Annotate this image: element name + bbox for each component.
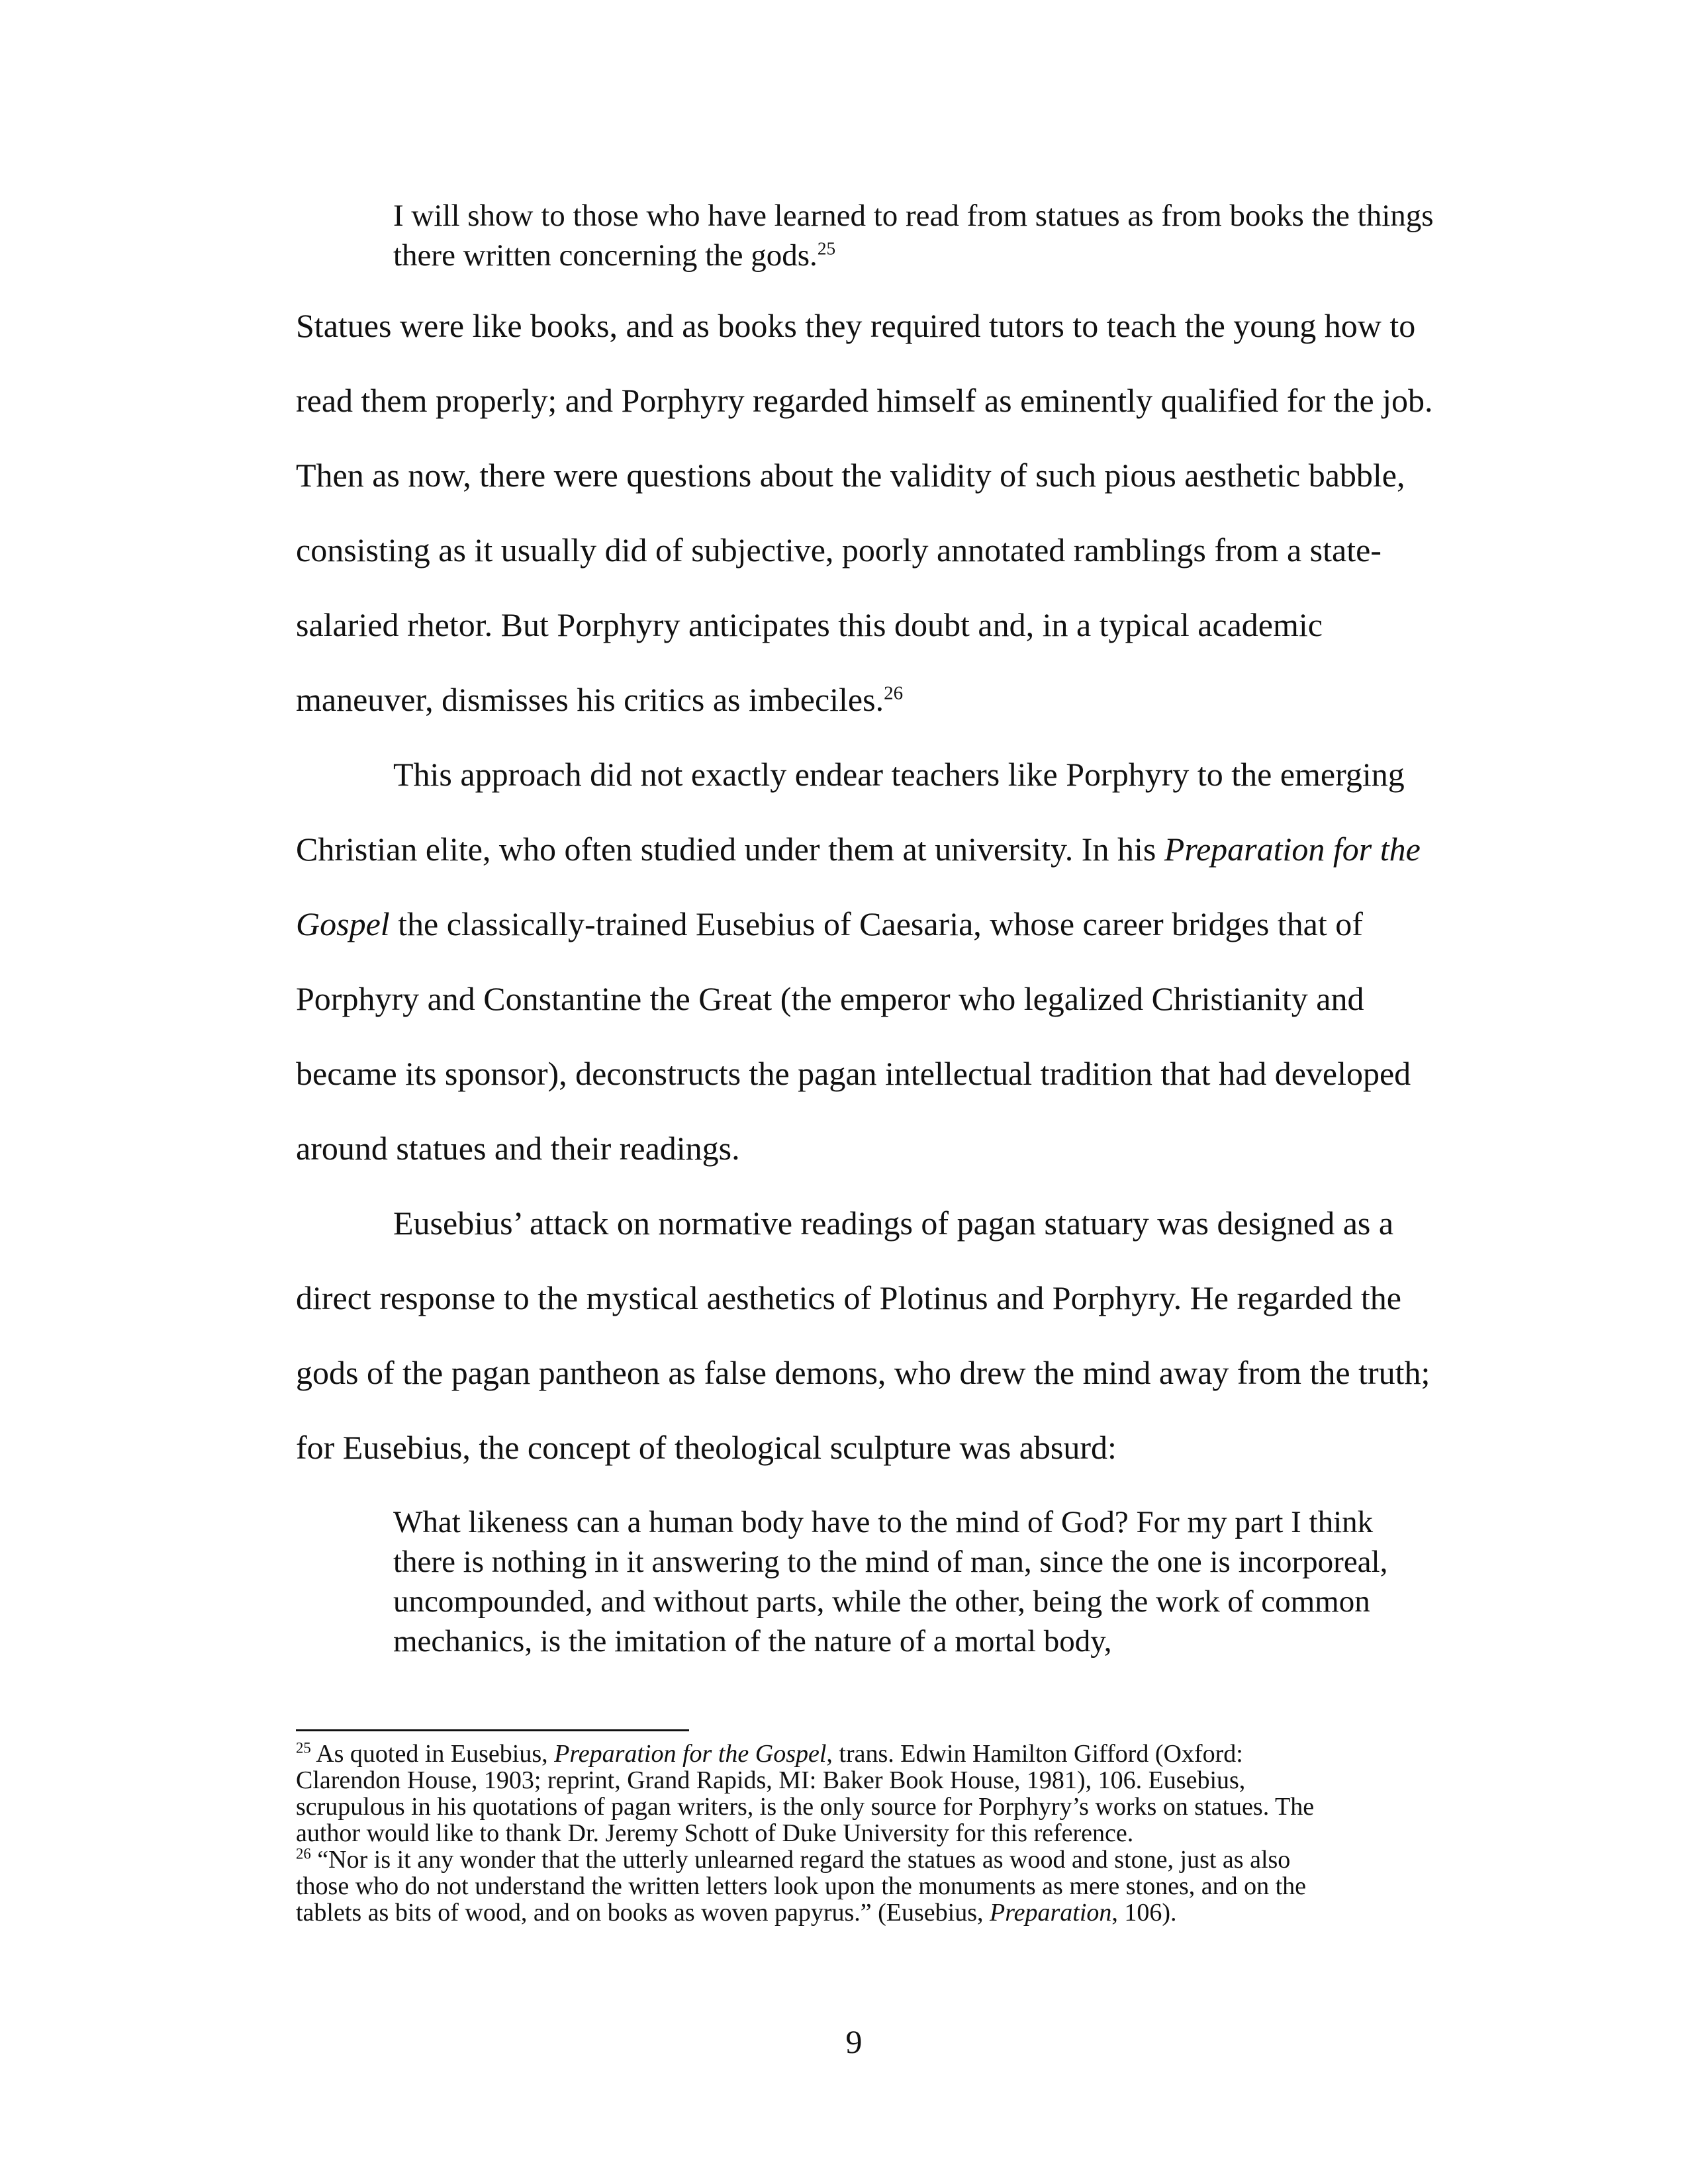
footnote-line: scrupulous in his quotations of pagan writers, is the only source for Porphyry’s works on statues. The [296, 1793, 1315, 1821]
footnote-ref-26[interactable]: 26 [884, 682, 904, 704]
paragraph-line: Eusebius’ attack on normative readings of pagan statuary was designed as a [393, 1205, 1394, 1242]
paragraph-line: Gospel the classically-trained Eusebius of Caesaria, whose career bridges that of [296, 905, 1363, 942]
paragraph-line: Then as now, there were questions about the validity of such pious aesthetic babble, [296, 457, 1405, 494]
paragraph-line: salaried rhetor. But Porphyry anticipates this doubt and, in a typical academic [296, 606, 1323, 643]
book-title: Gospel [296, 905, 390, 942]
paragraph-line: became its sponsor), deconstructs the pagan intellectual tradition that had developed [296, 1055, 1411, 1092]
paragraph-line: Porphyry and Constantine the Great (the emperor who legalized Christianity and [296, 980, 1364, 1017]
paragraph-line: direct response to the mystical aesthetics of Plotinus and Porphyry. He regarded the [296, 1279, 1401, 1316]
footnote-number: 26 [296, 1845, 311, 1862]
paragraph-line: maneuver, dismisses his critics as imbeciles.$^{26}$ [296, 681, 904, 718]
footnote-line: author would like to thank Dr. Jeremy Schott of Duke University for this reference. [296, 1819, 1134, 1847]
quote-text: I will show to those who have learned to read from statues as from books the things there written concerning the gods. [393, 199, 1434, 273]
paragraph-line: around statues and their readings. [296, 1130, 740, 1167]
paragraph-line: for Eusebius, the concept of theological sculpture was absurd: [296, 1429, 1117, 1466]
footnote-number: 25 [296, 1739, 311, 1756]
footnote-25: $^{25}$ As quoted in Eusebius, Preparation for the Gospel, trans. Edwin Hamilton Gifford (Oxford: [296, 1739, 1243, 1768]
footnote-separator [296, 1729, 689, 1731]
paragraph-line: Statues were like books, and as books they required tutors to teach the young how to [296, 307, 1416, 344]
footnote-26: $^{26}$ “Nor is it any wonder that the utterly unlearned regard the statues as wood and stone, just as also [296, 1845, 1291, 1874]
block-quote-likeness: What likeness can a human body have to the mind of God? For my part I think there is nothing in it answering to the mind of man, since the one is incorporeal, uncompounded, and without parts, while the other, being the work of common mechanics, is the imitation of the nature of a mortal body, [393, 1505, 1388, 1659]
paragraph-line: gods of the pagan pantheon as false demons, who drew the mind away from the truth; [296, 1354, 1430, 1391]
paragraph-line: Christian elite, who often studied under them at university. In his Preparation for the [296, 831, 1421, 868]
paragraph-line: read them properly; and Porphyry regarded himself as eminently qualified for the job. [296, 382, 1433, 419]
footnote-line: tablets as bits of wood, and on books as woven papyrus.” (Eusebius, Preparation, 106). [296, 1899, 1177, 1927]
book-title: Preparation for the [1164, 831, 1421, 868]
footnote-line: Clarendon House, 1903; reprint, Grand Rapids, MI: Baker Book House, 1981), 106. Eusebius, [296, 1766, 1246, 1794]
footnote-ref-25[interactable]: 25 [817, 238, 836, 259]
paragraph-line: This approach did not exactly endear teachers like Porphyry to the emerging [393, 756, 1405, 793]
footnote-line: those who do not understand the written letters look upon the monuments as mere stones, and on the [296, 1872, 1307, 1900]
page-number: 9 [845, 2023, 863, 2060]
block-quote-statues [393, 196, 1439, 275]
paragraph-line: consisting as it usually did of subjective, poorly annotated ramblings from a state- [296, 531, 1382, 569]
